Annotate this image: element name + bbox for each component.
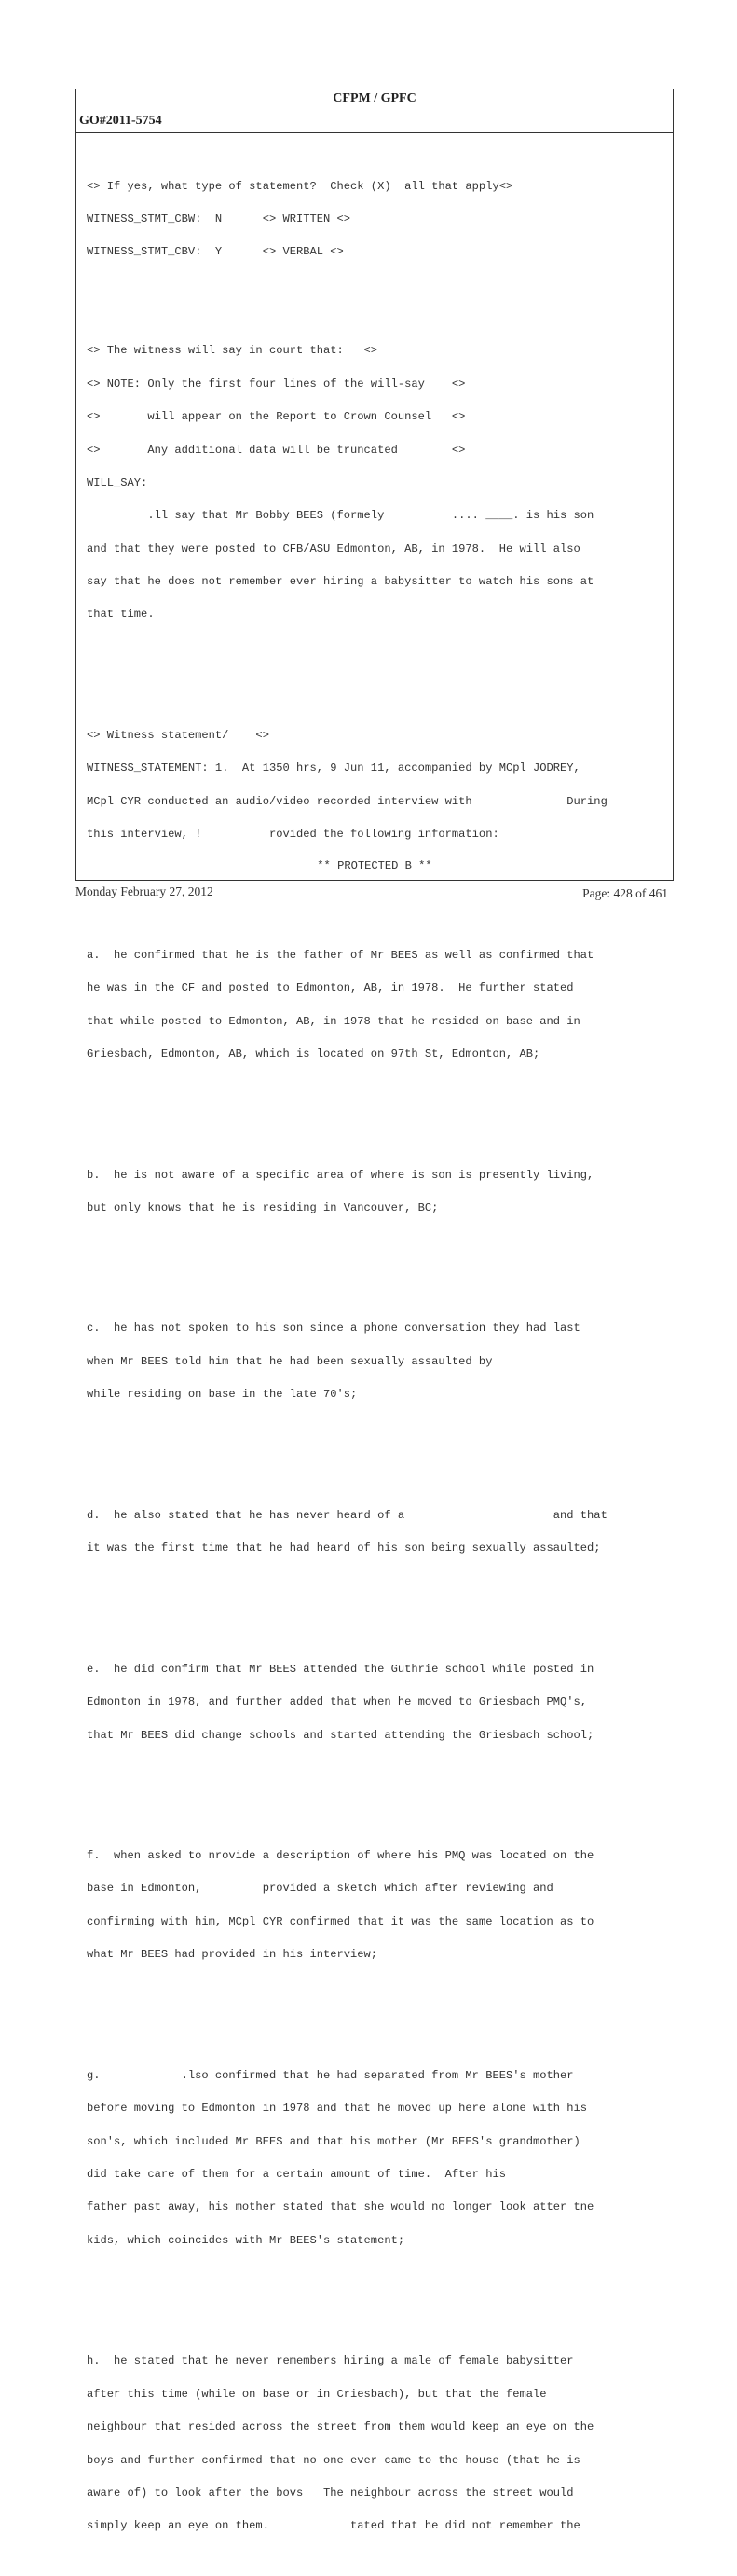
- item-line: simply keep an eye on them. tated that he did not remember the: [87, 2519, 580, 2533]
- will-say-line: <> will appear on the Report to Crown Counsel <>: [87, 410, 466, 424]
- will-say-line: <> The witness will say in court that: <>: [87, 344, 378, 358]
- item-line: son's, which included Mr BEES and that his mother (Mr BEES's grandmother): [87, 2134, 580, 2148]
- witness-statement-line: <> Witness statement/ <>: [87, 729, 269, 743]
- item-line: g. .lso confirmed that he had separated from Mr BEES's mother: [87, 2068, 574, 2082]
- will-say-line: <> NOTE: Only the first four lines of the will-say <>: [87, 377, 466, 391]
- item-line: Edmonton in 1978, and further added that when he moved to Griesbach PMQ's,: [87, 1695, 588, 1709]
- item-line: neighbour that resided across the street from them would keep an eye on the: [87, 2420, 594, 2434]
- will-say-line: and that they were posted to CFB/ASU Edmonton, AB, in 1978. He will also: [87, 541, 580, 555]
- item-line: he was in the CF and posted to Edmonton, AB, in 1978. He further stated: [87, 981, 574, 995]
- item-line: b. he is not aware of a specific area of where is son is presently living,: [87, 1168, 594, 1182]
- item-line: a. he confirmed that he is the father of Mr BEES as well as confirmed that: [87, 948, 594, 962]
- statement-verbal-field: WITNESS_STMT_CBV: Y <> VERBAL <>: [87, 245, 344, 259]
- will-say-line: say that he does not remember ever hiring a babysitter to watch his sons at: [87, 575, 594, 589]
- item-line: h. he stated that he never remembers hiring a male of female babysitter: [87, 2354, 574, 2368]
- item-line: e. he did confirm that Mr BEES attended the Guthrie school while posted in: [87, 1662, 594, 1676]
- item-line: confirming with him, MCpl CYR confirmed that it was the same location as to: [87, 1914, 594, 1928]
- item-line: after this time (while on base or in Criesbach), but that the female: [87, 2387, 547, 2401]
- item-line: it was the first time that he had heard of his son being sexually assaulted;: [87, 1541, 601, 1555]
- item-line: before moving to Edmonton in 1978 and that he moved up here alone with his: [87, 2102, 588, 2116]
- statement-item-g: [87, 2048, 669, 2268]
- will-say-line: that time.: [87, 608, 155, 622]
- statement-item-h: [87, 2335, 669, 2555]
- statement-written-field: WITNESS_STMT_CBW: N <> WRITTEN <>: [87, 212, 351, 226]
- item-line: when Mr BEES told him that he had been sexually assaulted by: [87, 1354, 493, 1368]
- item-line: that Mr BEES did change schools and started attending the Griesbach school;: [87, 1728, 594, 1742]
- classification-marking: ** PROTECTED B **: [317, 859, 432, 872]
- footer-date: Monday February 27, 2012: [75, 884, 213, 898]
- statement-type-question: <> If yes, what type of statement? Check (X) all that apply<>: [87, 179, 513, 193]
- will-say-label: WILL_SAY:: [87, 475, 148, 489]
- witness-statement-section: [87, 708, 669, 862]
- item-line: kids, which coincides with Mr BEES's statement;: [87, 2233, 405, 2247]
- item-line: f. when asked to nrovide a description of where his PMQ was located on the: [87, 1849, 594, 1863]
- statement-item-f: [87, 1829, 669, 1983]
- item-line: while residing on base in the late 70's;: [87, 1388, 358, 1402]
- item-line: boys and further confirmed that no one ever came to the house (that he is: [87, 2453, 580, 2467]
- will-say-section: [87, 324, 669, 643]
- witness-statement-line: MCpl CYR conducted an audio/video recorded interview with During: [87, 794, 607, 808]
- item-line: that while posted to Edmonton, AB, in 1978 that he resided on base and in: [87, 1014, 580, 1028]
- item-line: c. he has not spoken to his son since a phone conversation they had last: [87, 1322, 580, 1336]
- item-line: what Mr BEES had provided in his interview;: [87, 1948, 378, 1962]
- item-line: father past away, his mother stated that she would no longer look atter tne: [87, 2200, 594, 2214]
- file-number: GO#2011-5754: [79, 114, 162, 128]
- item-line: d. he also stated that he has never heard of a and that: [87, 1508, 607, 1522]
- report-header: [76, 89, 673, 133]
- will-say-line: <> Any additional data will be truncated <>: [87, 443, 466, 457]
- witness-statement-line: WITNESS_STATEMENT: 1. At 1350 hrs, 9 Jun 11, accompanied by MCpl JODREY,: [87, 761, 580, 775]
- statement-item-e: [87, 1642, 669, 1763]
- agency-title: CFPM / GPFC: [333, 91, 416, 105]
- will-say-line: .ll say that Mr Bobby BEES (formely .... ____. is his son: [87, 509, 594, 523]
- witness-statement-line: this interview, ! rovided the following information:: [87, 828, 499, 842]
- statement-item-d: [87, 1488, 669, 1576]
- item-line: aware of) to look after the bovs The neighbour across the street would: [87, 2486, 574, 2500]
- statement-item-a: [87, 928, 669, 1082]
- item-line: but only knows that he is residing in Vancouver, BC;: [87, 1200, 439, 1214]
- item-line: did take care of them for a certain amount of time. After his: [87, 2168, 506, 2181]
- item-line: base in Edmonton, provided a sketch which after reviewing and: [87, 1882, 553, 1896]
- report-body: [87, 159, 669, 2576]
- page-number: Page: 428 of 461: [582, 886, 668, 900]
- statement-item-c: [87, 1302, 669, 1423]
- statement-item-b: [87, 1148, 669, 1236]
- item-line: Griesbach, Edmonton, AB, which is located on 97th St, Edmonton, AB;: [87, 1047, 540, 1061]
